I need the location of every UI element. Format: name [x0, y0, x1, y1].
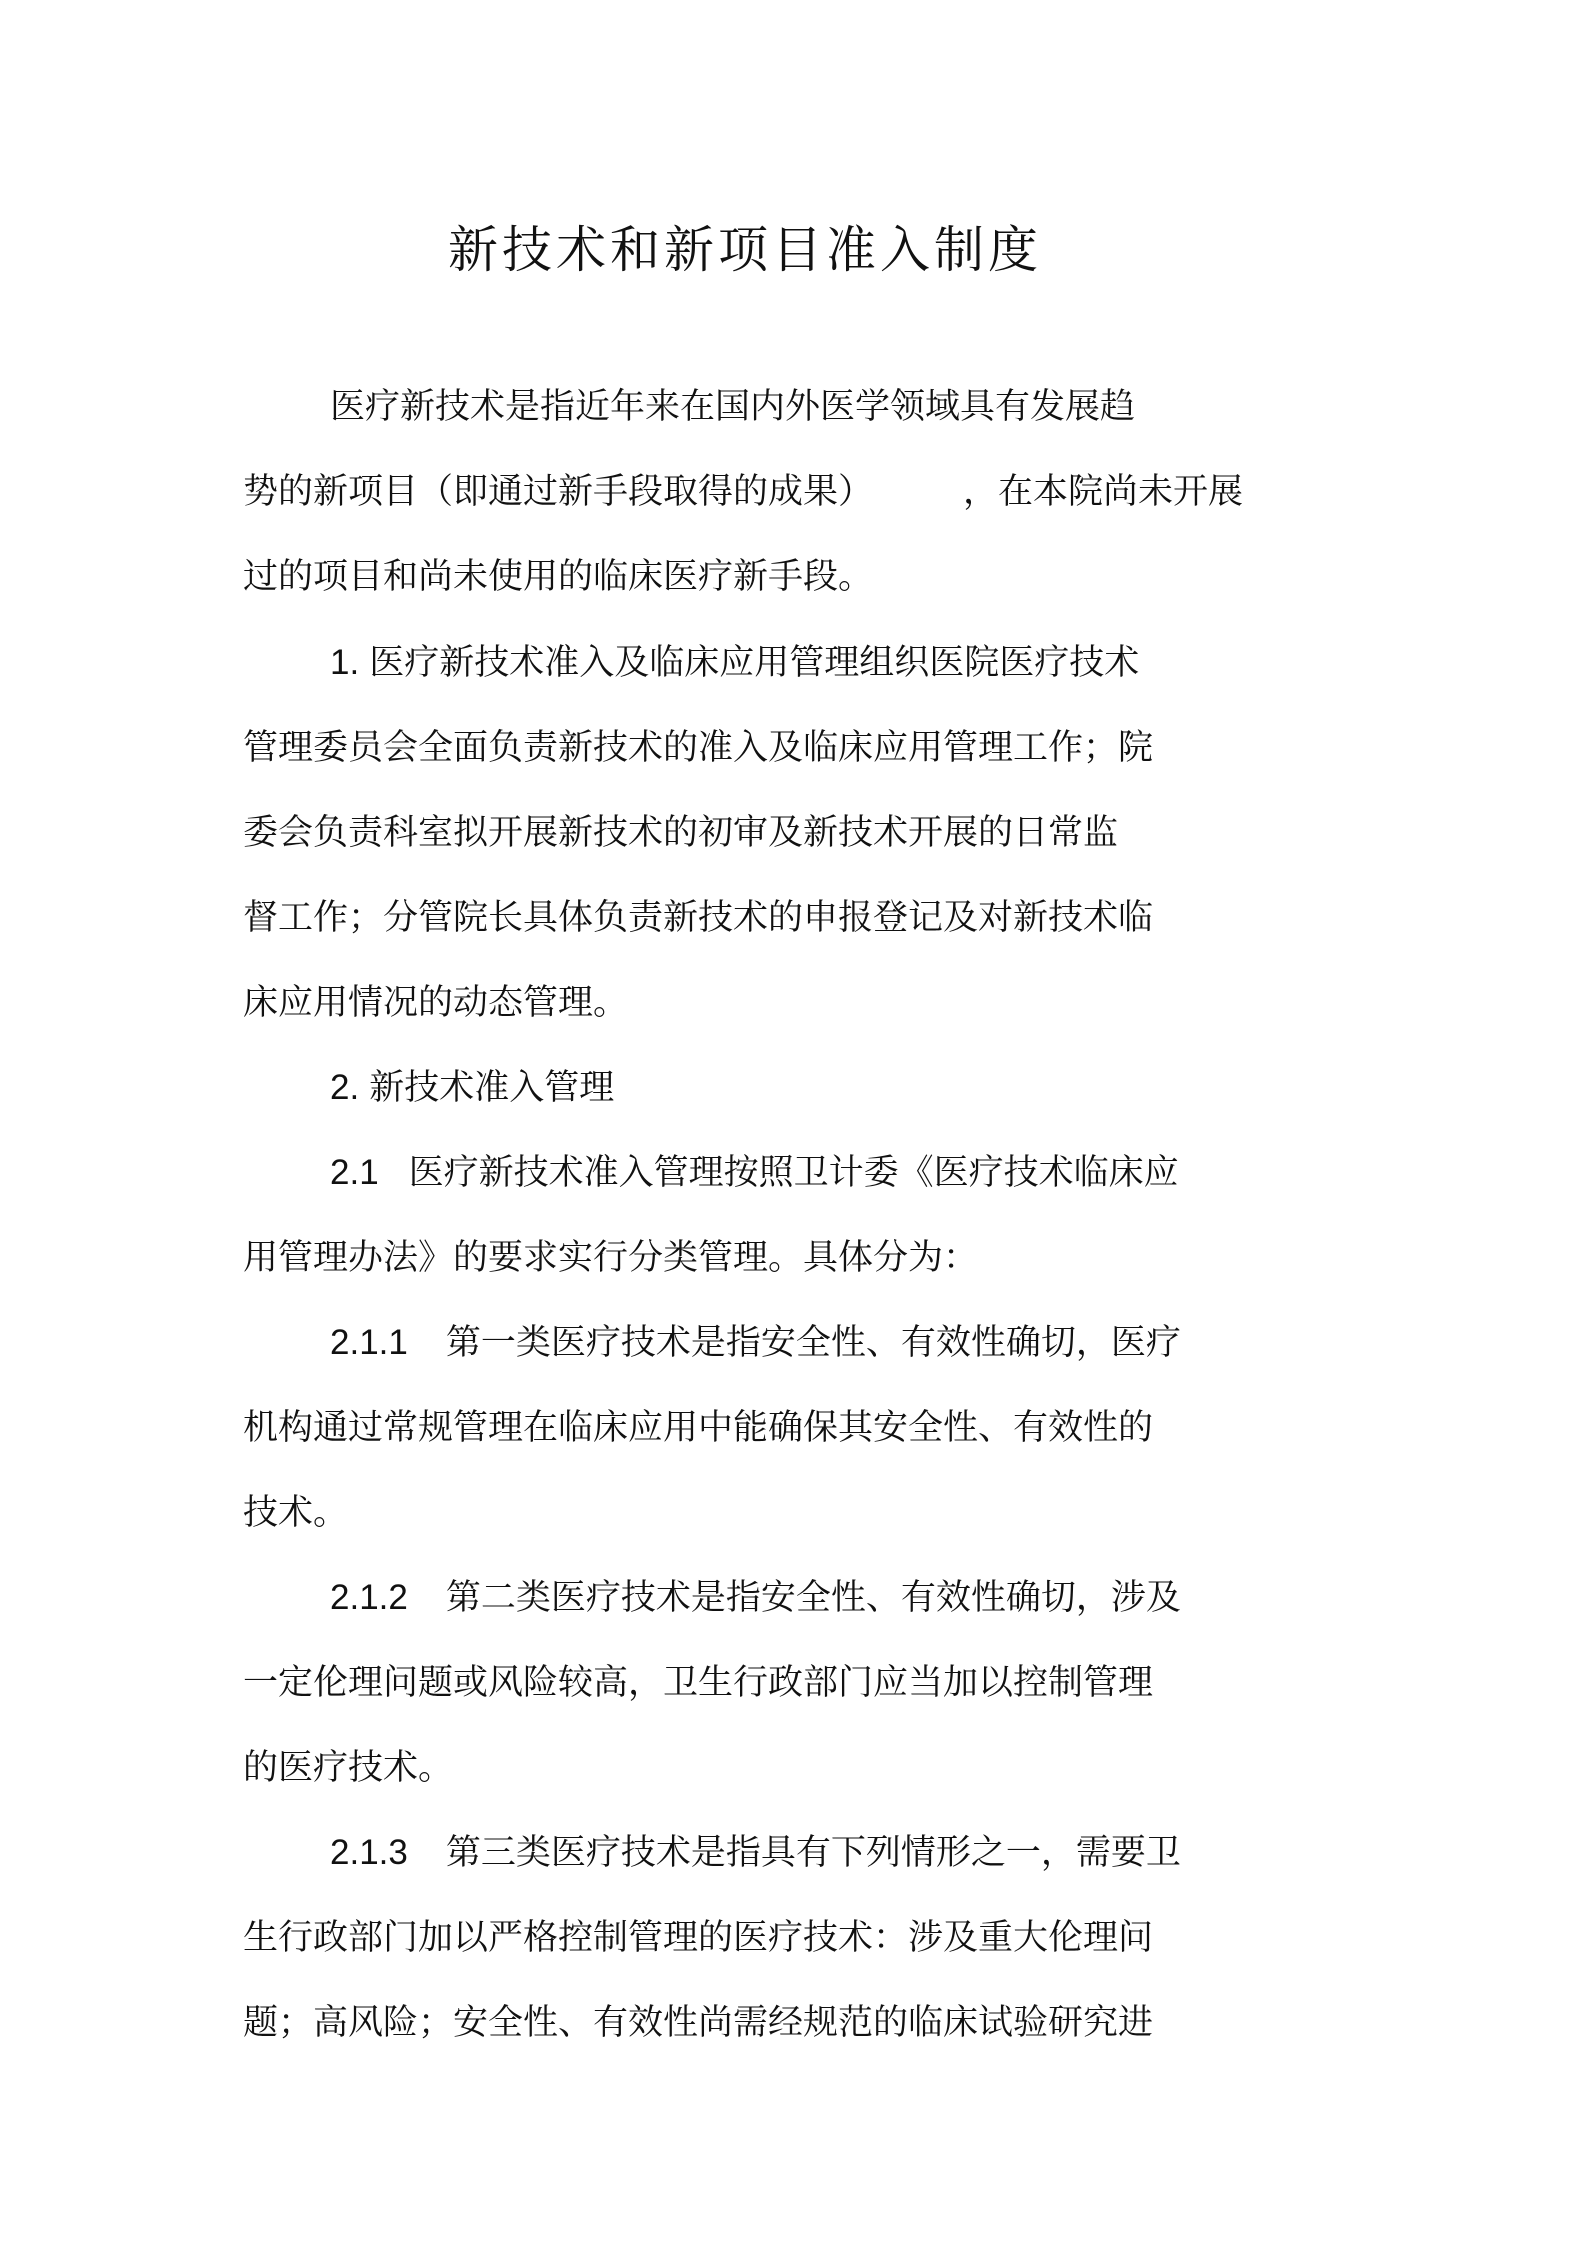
section-2-1-1-line-2: 机构通过常规管理在临床应用中能确保其安全性、有效性的	[243, 1408, 1154, 1448]
intro-line-2b: ，在本院尚未开展	[963, 472, 1244, 512]
section-1-text-1: 医疗新技术准入及临床应用管理组织医院医疗技术	[369, 643, 1140, 683]
section-2-1-2-number: 2.1.2	[330, 1578, 408, 1617]
section-2-1-1-text-1: 第一类医疗技术是指安全性、有效性确切，医疗	[445, 1323, 1181, 1363]
section-2-1-line-1	[330, 1151, 1179, 1195]
section-2-1-2-line-1	[330, 1576, 1181, 1620]
section-1-line-3: 委会负责科室拟开展新技术的初审及新技术开展的日常监	[243, 813, 1119, 853]
section-2-1-text-1: 医疗新技术准入管理按照卫计委《医疗技术临床应	[408, 1153, 1179, 1193]
section-1-number: 1.	[330, 643, 360, 682]
section-1-line-1	[330, 641, 1139, 685]
section-2-1-1-number: 2.1.1	[330, 1323, 408, 1362]
section-2-1-2-text-1: 第二类医疗技术是指安全性、有效性确切，涉及	[445, 1578, 1181, 1618]
section-2-heading: 新技术准入管理	[369, 1068, 615, 1108]
intro-line-3: 过的项目和尚未使用的临床医疗新手段。	[243, 557, 874, 597]
section-2-1-3-line-1	[330, 1831, 1181, 1875]
intro-line-1: 医疗新技术是指近年来在国内外医学领域具有发展趋	[330, 387, 1136, 427]
section-2-1-3-line-2: 生行政部门加以严格控制管理的医疗技术：涉及重大伦理问	[243, 1918, 1154, 1958]
section-2-1-1-line-1	[330, 1321, 1181, 1365]
section-1-line-2: 管理委员会全面负责新技术的准入及临床应用管理工作；院	[243, 728, 1154, 768]
section-2-heading-line	[330, 1066, 614, 1110]
intro-line-2	[243, 470, 1243, 514]
section-2-1-3-text-1: 第三类医疗技术是指具有下列情形之一，需要卫	[445, 1833, 1181, 1873]
section-2-1-2-line-2: 一定伦理问题或风险较高，卫生行政部门应当加以控制管理	[243, 1663, 1154, 1703]
section-2-1-line-2: 用管理办法》的要求实行分类管理。具体分为：	[243, 1238, 979, 1278]
intro-line-2a: 势的新项目（即通过新手段取得的成果）	[243, 472, 874, 512]
section-2-number: 2.	[330, 1068, 360, 1107]
section-1-line-5: 床应用情况的动态管理。	[243, 983, 629, 1023]
section-2-1-3-line-3: 题；高风险；安全性、有效性尚需经规范的临床试验研究进	[243, 2003, 1154, 2043]
section-2-1-2-line-3: 的医疗技术。	[243, 1748, 454, 1788]
section-2-1-1-line-3: 技术。	[243, 1493, 349, 1533]
section-2-1-3-number: 2.1.3	[330, 1833, 408, 1872]
section-2-1-number: 2.1	[330, 1153, 379, 1192]
section-1-line-4: 督工作；分管院长具体负责新技术的申报登记及对新技术临	[243, 898, 1154, 938]
document-title: 新技术和新项目准入制度	[448, 221, 1042, 279]
